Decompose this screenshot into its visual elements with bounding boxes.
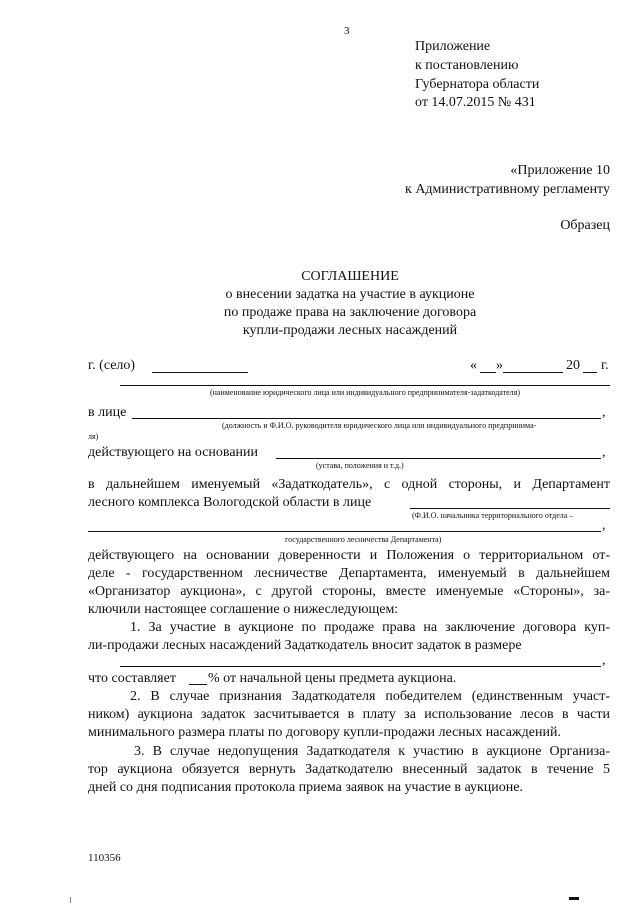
comma: , xyxy=(602,518,606,533)
position-hint: (должность и Ф.И.О. руководителя юридического лица или индивидуального предпринима- xyxy=(222,421,537,430)
scan-mark xyxy=(70,897,71,903)
amount-blank xyxy=(120,666,601,667)
page-number: 3 xyxy=(344,25,350,37)
comma: , xyxy=(602,445,606,460)
paragraph-line: в дальнейшем именуемый «Задаткодатель», с одной стороны, и Департамент xyxy=(88,477,610,492)
head-hint: (Ф.И.О. начальника территориального отдела – xyxy=(412,511,574,520)
paragraph-line: действующего на основании доверенности и Положения о территориальном от- xyxy=(88,548,610,563)
comma: , xyxy=(602,405,606,420)
acting-basis-label: действующего на основании xyxy=(88,445,259,460)
date-quote-open: « xyxy=(470,358,477,373)
paragraph-line: ключили настоящее соглашение о нижеследующем: xyxy=(88,602,399,617)
item-3-line: тор аукциона обязуется вернуть Задаткодателю внесенный задаток в течение 5 xyxy=(88,762,610,777)
item-2-line: минимального размера платы по договору купли-продажи лесных насаждений. xyxy=(88,725,561,740)
city-label: г. (село) xyxy=(88,358,136,373)
paragraph-line: «Организатор аукциона», с другой стороны, вместе именуемые «Стороны», за- xyxy=(88,584,610,599)
percent-blank xyxy=(189,684,207,685)
head-hint-cont: государственного лесничества Департамента) xyxy=(285,535,442,544)
legal-entity-blank xyxy=(120,385,610,386)
year-suffix: г. xyxy=(601,358,609,373)
head-blank xyxy=(410,508,610,509)
basis-blank xyxy=(276,458,601,459)
sample-label: Образец xyxy=(560,218,610,233)
item-1-percent-text: % от начальной цены предмета аукциона. xyxy=(208,671,457,686)
comma: , xyxy=(602,653,606,668)
title-main: СОГЛАШЕНИЕ xyxy=(301,269,399,284)
title-subline: о внесении задатка на участие в аукционе xyxy=(225,287,475,302)
legal-entity-hint: (наименование юридического лица или индивидуального предпринимателя-задаткодателя) xyxy=(209,388,521,397)
appendix-header-line: Губернатора области xyxy=(415,77,540,92)
item-2-line: 2. В случае признания Задаткодателя победителем (единственным участ- xyxy=(130,689,610,704)
in-person-blank xyxy=(132,418,601,419)
appendix-10-line: «Приложение 10 xyxy=(510,163,610,178)
year-prefix: 20 xyxy=(566,358,580,373)
appendix-10-line: к Административному регламенту xyxy=(405,182,610,197)
title-subline: купли-продажи лесных насаждений xyxy=(242,323,458,338)
item-2-line: ником) аукциона задаток засчитывается в плату за использование лесов в части xyxy=(88,707,610,722)
in-person-label: в лице xyxy=(88,405,127,420)
appendix-header-line: к постановлению xyxy=(415,58,519,73)
scan-mark xyxy=(569,897,579,900)
year-blank xyxy=(583,372,597,373)
date-quote-close: » xyxy=(496,358,503,373)
day-blank xyxy=(480,372,496,373)
item-1-line: 1. За участие в аукционе по продаже права на заключение договора куп- xyxy=(130,620,610,635)
item-1-percent-label: что составляет xyxy=(88,671,176,686)
paragraph-line: лесного комплекса Вологодской области в лице xyxy=(88,495,372,510)
appendix-header-line: от 14.07.2015 № 431 xyxy=(415,95,536,110)
basis-hint: (устава, положения и т.д.) xyxy=(316,461,404,470)
title-subline: по продаже права на заключение договора xyxy=(223,305,477,320)
paragraph-line: деле - государственном лесничестве Департамента, именуемый в дальнейшем xyxy=(88,566,610,581)
city-blank xyxy=(152,372,248,373)
footer-code: 110356 xyxy=(88,852,121,864)
item-3-line: дней со дня подписания протокола приема заявок на участие в аукционе. xyxy=(88,780,523,795)
item-1-line: ли-продажи лесных насаждений Задаткодатель вносит задаток в размере xyxy=(88,638,522,653)
appendix-header-line: Приложение xyxy=(415,39,491,54)
month-blank xyxy=(503,372,563,373)
head-blank-2 xyxy=(88,531,601,532)
position-hint-cont: ля) xyxy=(88,432,99,441)
item-3-line: 3. В случае недопущения Задаткодателя к участию в аукционе Организа- xyxy=(134,744,610,759)
